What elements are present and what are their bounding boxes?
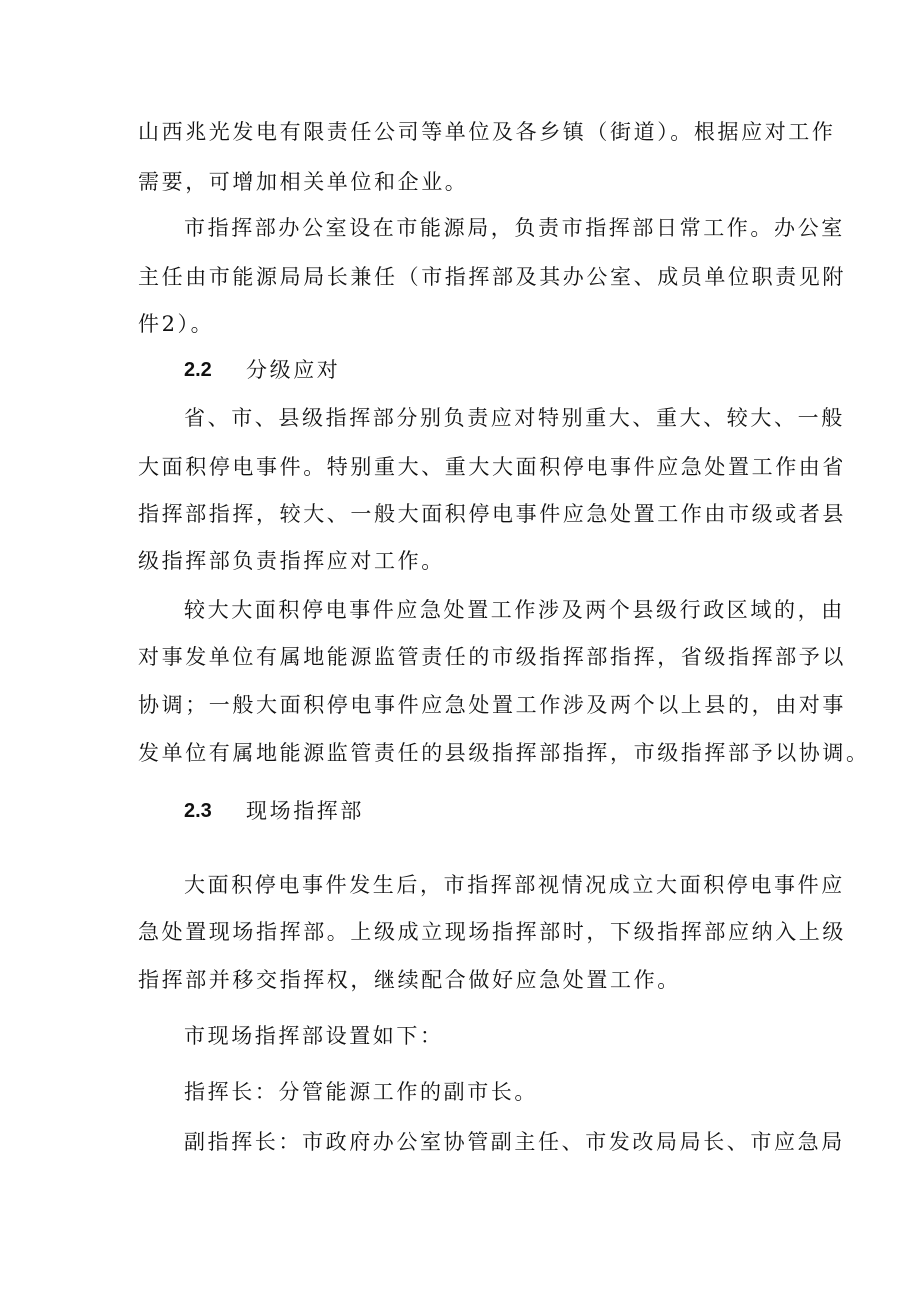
section-number: 2.3 [184, 800, 212, 822]
section-title: 现场指挥部 [246, 799, 364, 823]
paragraph-line: 指挥长：分管能源工作的副市长。 [184, 1080, 538, 1104]
paragraph-line: 大面积停电事件。特别重大、重大大面积停电事件应急处置工作由省 [138, 455, 846, 479]
paragraph-line: 市现场指挥部设置如下： [184, 1024, 444, 1048]
paragraph-line: 指挥部并移交指挥权，继续配合做好应急处置工作。 [138, 968, 681, 992]
section-title: 分级应对 [246, 358, 341, 382]
paragraph-line: 市指挥部办公室设在市能源局，负责市指挥部日常工作。办公室 [184, 216, 845, 240]
paragraph-line: 山西兆光发电有限责任公司等单位及各乡镇（街道）。根据应对工作 [138, 120, 836, 144]
paragraph-line: 较大大面积停电事件应急处置工作涉及两个县级行政区域的，由 [184, 598, 845, 622]
paragraph-line: 副指挥长：市政府办公室协管副主任、市发改局局长、市应急局 [184, 1130, 845, 1154]
paragraph-line: 件2）。 [138, 312, 215, 336]
paragraph-line: 大面积停电事件发生后，市指挥部视情况成立大面积停电事件应 [184, 873, 845, 897]
paragraph-line: 协调；一般大面积停电事件应急处置工作涉及两个以上县的，由对事 [138, 693, 846, 717]
paragraph-line: 指挥部指挥，较大、一般大面积停电事件应急处置工作由市级或者县 [138, 502, 846, 526]
paragraph-line: 级指挥部负责指挥应对工作。 [138, 549, 445, 573]
paragraph-line: 对事发单位有属地能源监管责任的市级指挥部指挥，省级指挥部予以 [138, 645, 846, 669]
paragraph-line: 急处置现场指挥部。上级成立现场指挥部时，下级指挥部应纳入上级 [138, 920, 846, 944]
section-number: 2.2 [184, 359, 212, 381]
paragraph-line: 省、市、县级指挥部分别负责应对特别重大、重大、较大、一般 [184, 406, 845, 430]
paragraph-line: 需要，可增加相关单位和企业。 [138, 170, 469, 194]
paragraph-line: 主任由市能源局局长兼任（市指挥部及其办公室、成员单位职责见附 [138, 265, 846, 289]
paragraph-line: 发单位有属地能源监管责任的县级指挥部指挥，市级指挥部予以协调。 [138, 741, 870, 765]
